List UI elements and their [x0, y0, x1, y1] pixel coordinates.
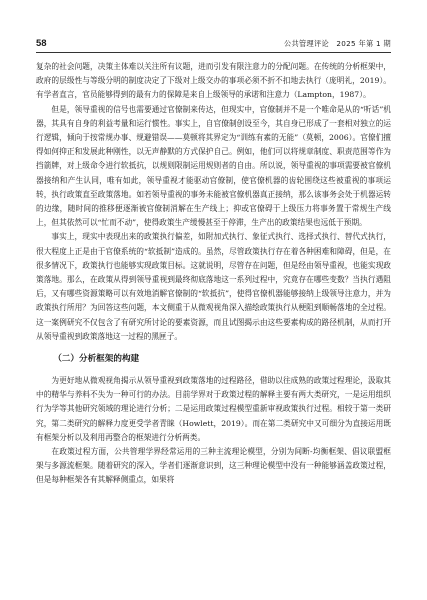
body-paragraph: 在政策过程方面，公共管理学界经常运用的三种主流理论模型，分别为间断-均衡框架、倡议联盟框架与多源流框架。随着研究的深入，学者们逐渐意识到，这三种理论模型中没有一种能够涵盖政策过程，但是每种框架各有其解释侧重点，如果将	[36, 447, 391, 485]
body-paragraph: 事实上，现实中表现出来的政策执行偏差，如附加式执行、象征式执行、选择式执行、替代式执行，很大程度上正是由于官僚系统的“软抵制”造成的。虽然，尽管政策执行存在着各种困难和障碍，但是，在很多情况下，政策执行也能够实现政策目标。这就说明，尽管存在问题，但是经由领导重视，也能实现政策落地。那么，在政策从得到领导重视到最终彻底落地这一系列过程中，究竟存在哪些变数？当执行遇阻后，又有哪些资源策略可以有效地消解官僚制的“软抵抗”，使得官僚机器能够接纳上级领导注意力，并为政策执行所用？为回答这些问题，本文侧重于从微观视角深入描绘政策执行从梗阻到顺畅落地的全过程。这一案例研究不仅包含了有研究所讨论的要素资源，而且试图揭示由这些要素构成的路径机制，从而打开从领导重视到政策落地这一过程的黑匣子。	[36, 232, 391, 341]
article-body	[36, 60, 391, 488]
journal-running-head: 公共管理评论 2025 年第 1 期	[284, 39, 391, 48]
body-paragraph: 复杂的社会问题，决策主体难以关注所有议题，进而引发有限注意力的分配问题。在传统的分析框架中，政府的层级性与等级分明的制度决定了下级对上级交办的事项必须不折不扣地去执行（庞明礼，2019）。有学者直言，官员能够得到的最有力的保障是来自上级领导的承诺和注意力（Lampton，1987）。	[36, 62, 391, 100]
body-paragraph: 但是，领导重视的信号也需要通过官僚制来传达，但现实中，官僚制并不是一个唯命是从的“听话”机器，其具有自身的利益考量和运行惯性。事实上，自官僚制创设至今，其自身已形成了一套相对独立的运行逻辑，倾向于按常规办事、规避错误——莫顿将其界定为“训练有素的无能”（莫顿，2006）。官僚们擅得如何抑正和发展此种刚性，以无声静默的方式保护自己。例如，他们可以将规章制度、职责范围等作为挡箭牌，对上级命令进行软抵抗，以规则限制运用规则者的自由。所以说，领导重视的事项需要被官僚机器接纳和产生认同，唯有如此，领导重视才能驱动官僚制，使官僚机器的齿轮围绕这些被重视的事项运转，执行政策直至政策落地。如若领导重视的事务未能被官僚机器真正接纳，那么该事务会处于机器运转的边缘，随时间的推移便逐渐被官僚制消解在生产线上；抑或官僚碍于上级压力将事务置于常规生产线上，但其依然可以“忙而不动”，使得政策生产缓慢甚至于停滞，生产出的政策结果也远低于预期。	[36, 104, 391, 228]
page-header	[36, 38, 391, 53]
body-paragraph: 为更好地从微观视角揭示从领导重视到政策落地的过程路径，借助以往成熟的政策过程理论，汲取其中的精华与养料不失为一种可行的办法。目前学界对于政策过程的解释主要有两大类研究，一是运用组织行为学等其他研究领域的理论进行分析；二是运用政策过程模型重新审视政策执行过程。相较于第一类研究，第二类研究的解释力度更受学者青睐（Howlett，2019）。而在第二类研究中又可细分为直接运用既有框架分析以及利用再整合的框架进行分析两类。	[36, 376, 391, 442]
section-heading: （二）分析框架的构建	[53, 354, 140, 365]
page-number: 58	[36, 38, 47, 49]
